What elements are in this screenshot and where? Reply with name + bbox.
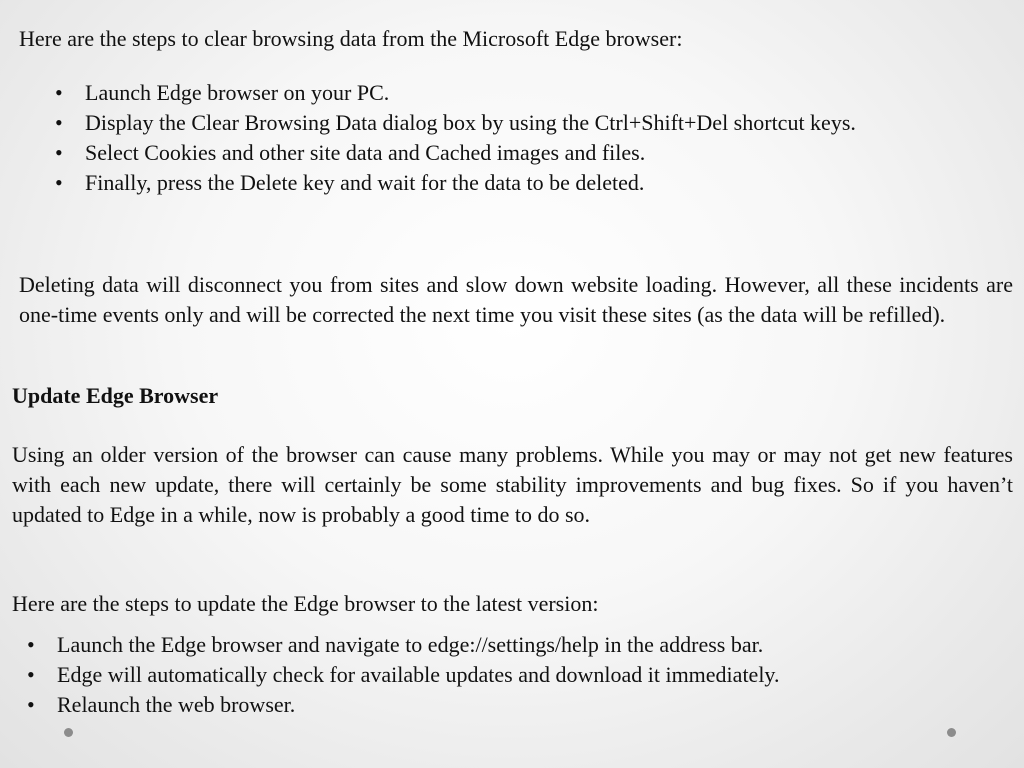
bullet-glyph: • [27, 692, 35, 717]
decorative-dot-right [947, 728, 956, 737]
update-edge-heading: Update Edge Browser [12, 383, 219, 408]
list-item [27, 630, 1017, 660]
list-item-text: Edge will automatically check for available updates and download it immediately. [57, 662, 780, 687]
list-item [27, 690, 1017, 720]
decorative-dot-left [64, 728, 73, 737]
bullet-glyph: • [55, 140, 63, 165]
list-item-text: Select Cookies and other site data and Cached images and files. [85, 140, 646, 165]
list-item-text: Launch Edge browser on your PC. [85, 80, 390, 105]
bullet-glyph: • [27, 632, 35, 657]
clear-data-note: Deleting data will disconnect you from sites and slow down website loading. However, all these incidents are one-time events only and will be corrected the next time you visit these sites (as the data will be refilled). [19, 272, 1013, 327]
update-edge-paragraph: Using an older version of the browser can cause many problems. While you may or may not get new features with each new update, there will certainly be some stability improvements and bug fixes. So if you haven’t updated to Edge in a while, now is probably a good time to do so. [12, 442, 1013, 527]
clear-data-intro: Here are the steps to clear browsing data from the Microsoft Edge browser: [19, 26, 683, 51]
update-edge-steps-list [27, 630, 1017, 720]
list-item-text: Launch the Edge browser and navigate to edge://settings/help in the address bar. [57, 632, 764, 657]
bullet-glyph: • [55, 80, 63, 105]
list-item [55, 78, 915, 108]
list-item [55, 108, 915, 138]
list-item-text: Display the Clear Browsing Data dialog box by using the Ctrl+Shift+Del shortcut keys. [85, 110, 856, 135]
list-item-text: Relaunch the web browser. [57, 692, 296, 717]
list-item-text: Finally, press the Delete key and wait for the data to be deleted. [85, 170, 645, 195]
clear-data-steps-list [55, 78, 915, 198]
bullet-glyph: • [55, 170, 63, 195]
list-item [55, 168, 915, 198]
update-edge-intro: Here are the steps to update the Edge browser to the latest version: [12, 591, 599, 616]
list-item [55, 138, 915, 168]
list-item [27, 660, 1017, 690]
bullet-glyph: • [55, 110, 63, 135]
bullet-glyph: • [27, 662, 35, 687]
